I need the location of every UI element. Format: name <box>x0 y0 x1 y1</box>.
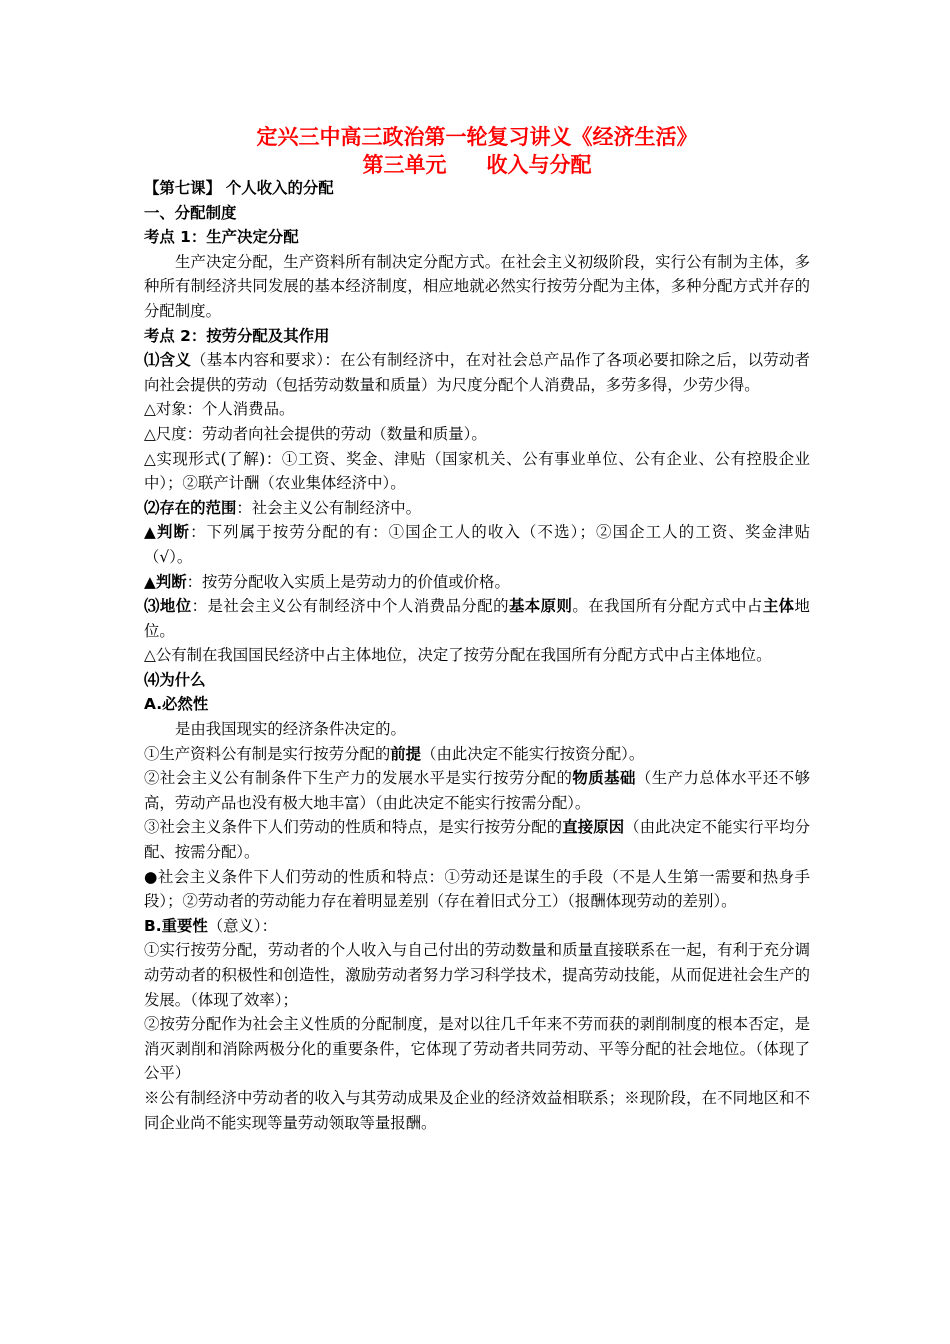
kp1-heading: 考点 1：生产决定分配 <box>144 228 299 247</box>
doc-body <box>144 176 810 1135</box>
kp2-heading: 考点 2：按劳分配及其作用 <box>144 326 330 345</box>
necessity-heading: A.必然性 <box>144 695 209 714</box>
status-note: △公有制在我国国民经济中占主体地位，决定了按劳分配在我国所有分配方式中占主体地位。 <box>144 646 772 665</box>
section-heading: 一、分配制度 <box>144 203 237 222</box>
scope-line: ⑵存在的范围：社会主义公有制经济中。 <box>144 498 422 517</box>
unit-name: 收入与分配 <box>486 153 592 177</box>
kp1-text: 生产决定分配，生产资料所有制决定分配方式。在社会主义初级阶段，实行公有制为主体，多种所有制经济共同发展的基本经济制度，相应地就必然实行按劳分配为主体，多种分配方式并存的分配制度。 <box>144 252 810 320</box>
unit-number: 第三单元 <box>362 153 447 177</box>
meaning-paragraph: ⑴含义（基本内容和要求）：在公有制经济中，在对社会总产品作了各项必要扣除之后，以劳动者向社会提供的劳动（包括劳动数量和质量）为尺度分配个人消费品，多劳多得，少劳少得。 <box>144 351 810 394</box>
necessity-3: ③社会主义条件下人们劳动的性质和特点，是实行按劳分配的直接原因（由此决定不能实行平均分配、按需分配）。 <box>144 818 810 862</box>
unit-title <box>144 152 810 178</box>
necessity-2: ②社会主义公有制条件下生产力的发展水平是实行按劳分配的物质基础（生产力总体水平还不够高，劳动产品也没有极大地丰富）（由此决定不能实行按需分配）。 <box>144 769 810 812</box>
necessity-1: ①生产资料公有制是实行按劳分配的前提（由此决定不能实行按资分配）。 <box>144 744 645 763</box>
doc-title: 定兴三中高三政治第一轮复习讲义《经济生活》 <box>256 125 698 149</box>
forms-line: △实现形式(了解)：①工资、奖金、津贴（国家机关、公有事业单位、公有企业、公有控股企业中）；②联产计酬（农业集体经济中）。 <box>144 449 810 493</box>
scale-line: △尺度：劳动者向社会提供的劳动（数量和质量）。 <box>144 424 487 443</box>
importance-2: ②按劳分配作为社会主义性质的分配制度，是对以往几千年来不劳而获的剥削制度的根本否定，是消灭剥削和消除两极分化的重要条件，它体现了劳动者共同劳动、平等分配的社会地位。（体现了公平） <box>144 1015 810 1083</box>
object-line: △对象：个人消费品。 <box>144 400 295 419</box>
necessity-intro: 是由我国现实的经济条件决定的。 <box>175 720 406 739</box>
judge-2: ▲判断：按劳分配收入实质上是劳动力的价值或价格。 <box>144 572 510 591</box>
importance-1: ①实行按劳分配，劳动者的个人收入与自己付出的劳动数量和质量直接联系在一起，有利于充分调动劳动者的积极性和创造性，激励劳动者努力学习科学技术，提高劳动技能，从而促进社会生产的发展。（体现了效率）； <box>144 941 810 1009</box>
importance-heading: B.重要性（意义）： <box>144 916 278 935</box>
why-heading: ⑷为什么 <box>144 670 206 689</box>
note-line: ※公有制经济中劳动者的收入与其劳动成果及企业的经济效益相联系；※现阶段，在不同地区和不同企业尚不能实现等量劳动领取等量报酬。 <box>144 1088 810 1132</box>
judge-1: ▲判断：下列属于按劳分配的有：①国企工人的收入（不选）；②国企工人的工资、奖金津贴（√）。 <box>144 523 810 566</box>
necessity-4: ●社会主义条件下人们劳动的性质和特点：①劳动还是谋生的手段（不是人生第一需要和热身手段）；②劳动者的劳动能力存在着明显差别（存在着旧式分工）（报酬体现劳动的差别）。 <box>144 867 810 911</box>
status-paragraph: ⑶地位：是社会主义公有制经济中个人消费品分配的基本原则。在我国所有分配方式中占主体地位。 <box>144 597 810 640</box>
lesson-heading: 【第七课】 个人收入的分配 <box>144 179 334 197</box>
